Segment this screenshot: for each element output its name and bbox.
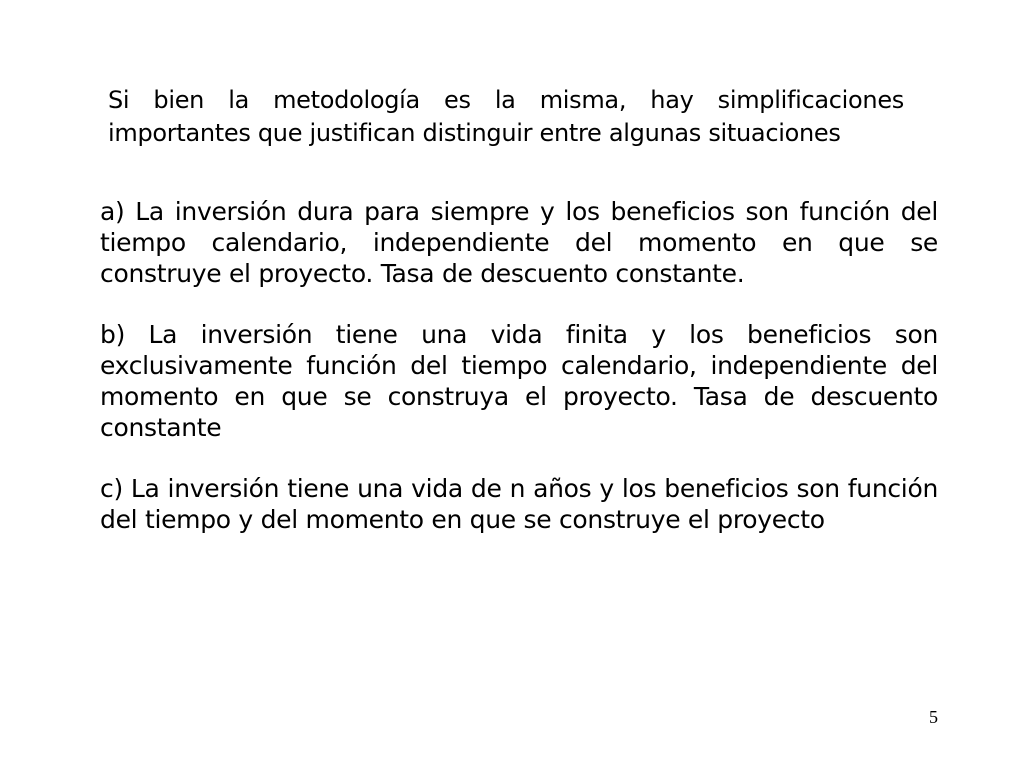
page-number: 5 [929,707,938,727]
case-list [100,196,938,565]
case-item-a: a) La inversión dura para siempre y los beneficios son función del tiempo calendario, independiente del momento en que se construye el proyecto. Tasa de descuento constante. [100,197,938,288]
intro-paragraph: Si bien la metodología es la misma, hay simplificaciones importantes que justifican distinguir entre algunas situaciones [108,86,904,147]
case-item-b: b) La inversión tiene una vida finita y los beneficios son exclusivamente función del tiempo calendario, independiente del momento en que se construya el proyecto. Tasa de descuento constante [100,320,938,442]
case-item-c: c) La inversión tiene una vida de n años y los beneficios son función del tiempo y del momento en que se construye el proyecto [100,474,938,534]
